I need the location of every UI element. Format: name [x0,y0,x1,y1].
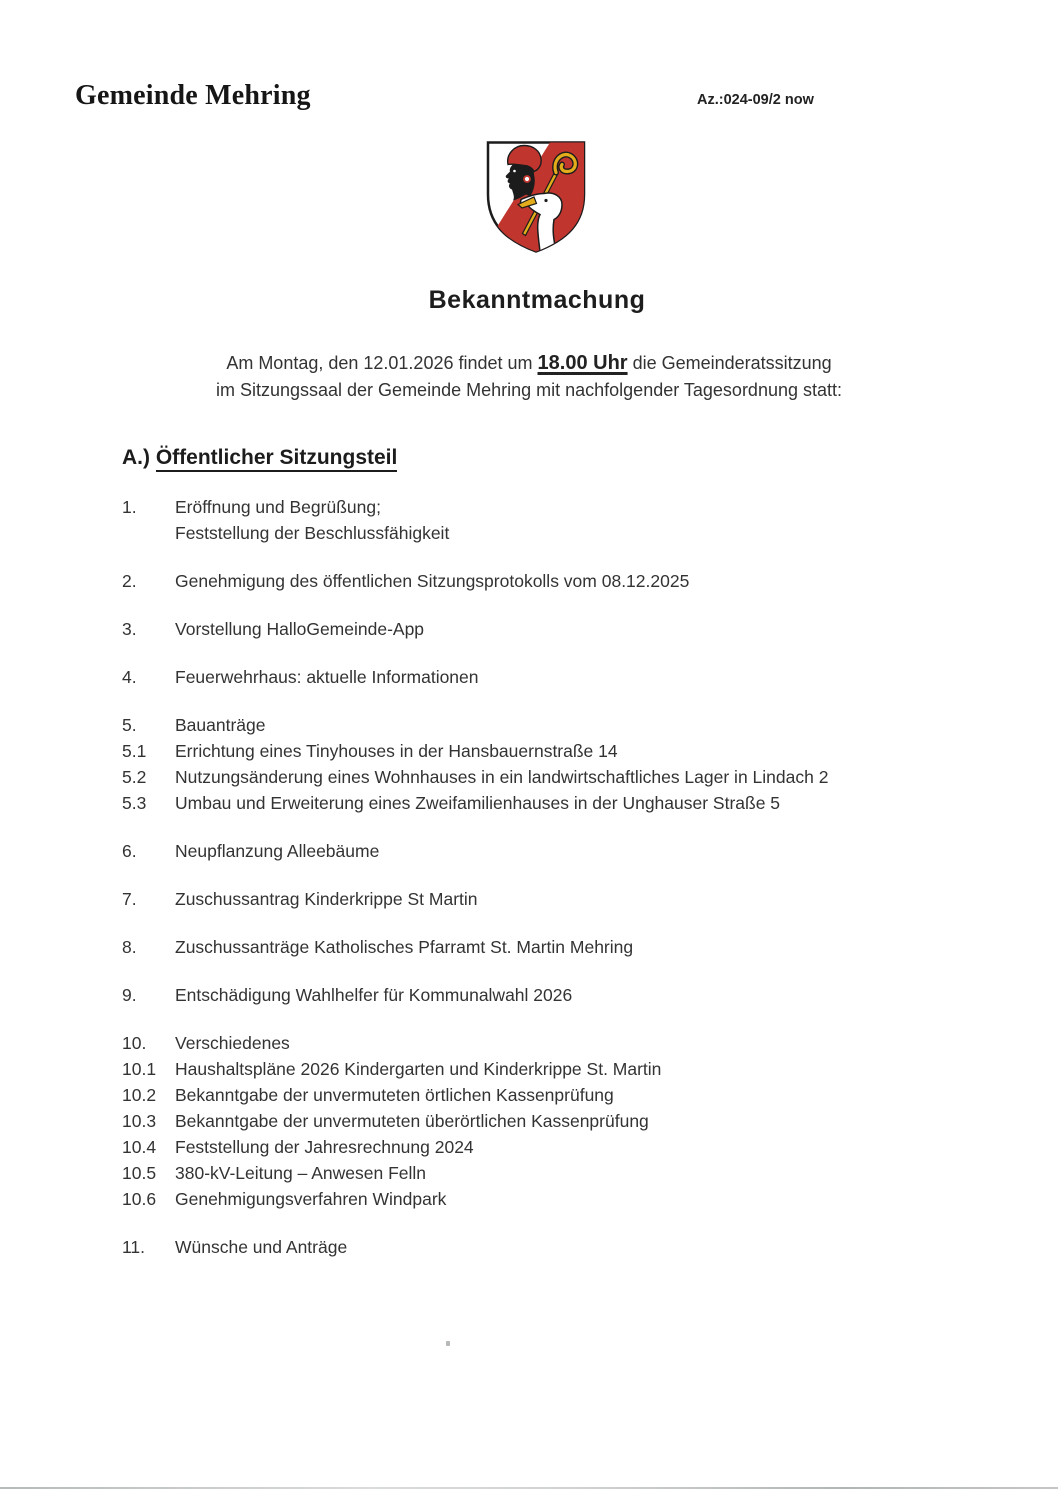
agenda-number: 5. [122,715,137,735]
agenda-item [122,568,992,594]
agenda-text [175,1108,992,1134]
page-bottom-scan-line [0,1487,1058,1489]
agenda-line: Bauanträge [175,715,266,735]
agenda-list [122,494,992,1260]
agenda-line: Umbau und Erweiterung eines Zweifamilienhauses in der Unghauser Straße 5 [175,793,781,813]
coat-of-arms [482,138,590,256]
agenda-text [175,1056,992,1082]
agenda-number: 10.1 [122,1059,157,1079]
agenda-item [122,790,992,816]
agenda-line: Feststellung der Beschlussfähigkeit [175,523,450,543]
agenda-line: Nutzungsänderung eines Wohnhauses in ein landwirtschaftliches Lager in Lindach 2 [175,767,829,787]
agenda-text [175,1030,992,1056]
agenda-text [175,1082,992,1108]
agenda-item [122,1134,992,1160]
agenda-item [122,1186,992,1212]
agenda-number: 10.6 [122,1189,157,1209]
agenda-text [175,664,992,690]
agenda-number: 5.2 [122,767,147,787]
agenda-text [175,1134,992,1160]
agenda-text [175,934,992,960]
agenda-number: 10.3 [122,1111,157,1131]
intro-line-1 [0,350,1058,377]
agenda-line: Entschädigung Wahlhelfer für Kommunalwahl 2026 [175,985,573,1005]
agenda-item [122,982,992,1008]
agenda-item [122,1082,992,1108]
meeting-time: 18.00 Uhr [537,352,628,374]
agenda-text [175,616,992,642]
intro-line1-pre: Am Montag, den 12.01.2026 findet um [226,353,538,373]
agenda-text [175,790,992,816]
agenda-text [175,1160,992,1186]
agenda-number: 10. [122,1033,147,1053]
agenda-text [175,1234,992,1260]
intro-paragraph [0,350,1058,404]
agenda-text [175,764,992,790]
agenda-number: 7. [122,889,137,909]
municipality-name: Gemeinde Mehring [75,80,311,111]
agenda-item [122,838,992,864]
agenda-line: 380-kV-Leitung – Anwesen Felln [175,1163,426,1183]
agenda-text [175,494,992,546]
agenda-number: 2. [122,571,137,591]
agenda-line: Zuschussantrag Kinderkrippe St Martin [175,889,478,909]
agenda-number: 10.2 [122,1085,157,1105]
agenda-item [122,616,992,642]
agenda-line: Vorstellung HalloGemeinde-App [175,619,425,639]
agenda-text [175,568,992,594]
agenda-number: 6. [122,841,137,861]
agenda-number: 9. [122,985,137,1005]
agenda-line: Bekanntgabe der unvermuteten örtlichen Kassenprüfung [175,1085,614,1105]
agenda-line: Genehmigungsverfahren Windpark [175,1189,447,1209]
document-title: Bekanntmachung [428,286,646,314]
agenda-number: 8. [122,937,137,957]
agenda-line: Feuerwehrhaus: aktuelle Informationen [175,667,479,687]
agenda-line: Neupflanzung Alleebäume [175,841,380,861]
agenda-item [122,712,992,738]
section-heading [122,446,397,470]
agenda-number: 4. [122,667,137,687]
agenda-line: Zuschussanträge Katholisches Pfarramt St. Martin Mehring [175,937,634,957]
agenda-item [122,1056,992,1082]
agenda-number: 3. [122,619,137,639]
agenda-line: Genehmigung des öffentlichen Sitzungsprotokolls vom 08.12.2025 [175,571,690,591]
agenda-text [175,886,992,912]
coat-of-arms-icon [482,138,590,256]
agenda-item [122,1234,992,1260]
agenda-number: 10.4 [122,1137,157,1157]
agenda-item [122,494,992,546]
agenda-item [122,764,992,790]
section-heading-text: Öffentlicher Sitzungsteil [156,446,398,472]
agenda-line: Verschiedenes [175,1033,290,1053]
file-reference: Az.:024-09/2 now [697,92,814,108]
agenda-item [122,1030,992,1056]
section-prefix: A.) [122,446,156,469]
agenda-line: Errichtung eines Tinyhouses in der Hansbauernstraße 14 [175,741,618,761]
agenda-item [122,934,992,960]
agenda-item [122,1160,992,1186]
agenda-line: Bekanntgabe der unvermuteten überörtlichen Kassenprüfung [175,1111,649,1131]
agenda-line: Eröffnung und Begrüßung; [175,497,381,517]
agenda-item [122,1108,992,1134]
agenda-text [175,1186,992,1212]
scan-artifact-dot [446,1341,450,1346]
agenda-number: 10.5 [122,1163,157,1183]
agenda-line: Haushaltspläne 2026 Kindergarten und Kinderkrippe St. Martin [175,1059,662,1079]
agenda-item [122,664,992,690]
agenda-number: 1. [122,497,137,517]
agenda-text [175,738,992,764]
agenda-line: Feststellung der Jahresrechnung 2024 [175,1137,474,1157]
agenda-item [122,738,992,764]
agenda-text [175,838,992,864]
agenda-item [122,886,992,912]
agenda-number: 5.1 [122,741,147,761]
agenda-line: Wünsche und Anträge [175,1237,348,1257]
intro-line-2: im Sitzungssaal der Gemeinde Mehring mit nachfolgender Tagesordnung statt: [215,380,843,400]
agenda-number: 11. [122,1237,146,1257]
agenda-text [175,712,992,738]
agenda-number: 5.3 [122,793,147,813]
intro-line1-post: die Gemeinderatssitzung [627,353,832,373]
agenda-text [175,982,992,1008]
